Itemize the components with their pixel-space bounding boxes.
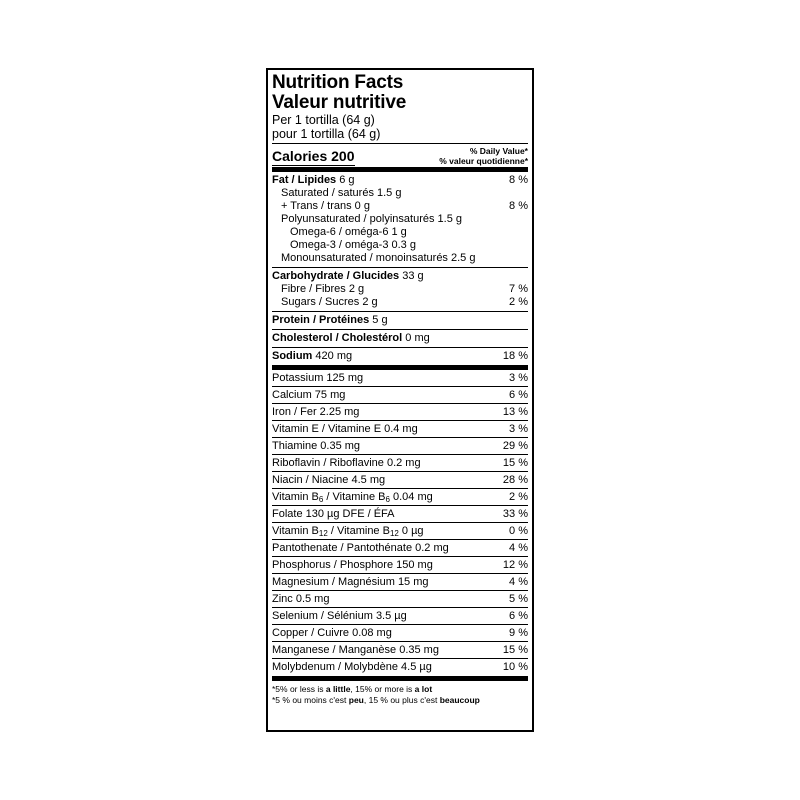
cholesterol-row bbox=[272, 332, 528, 345]
footnote-text: , 15 % ou plus c'est bbox=[363, 695, 440, 705]
cholesterol-amount: 0 mg bbox=[405, 332, 430, 344]
calories-value: 200 bbox=[331, 148, 355, 164]
fat-pct: 8 % bbox=[509, 174, 528, 186]
fat-row bbox=[272, 174, 528, 187]
sodium-section bbox=[272, 348, 528, 365]
name-part: / Vitamine B bbox=[323, 491, 386, 503]
title-fr: Valeur nutritive bbox=[272, 92, 407, 113]
sugars-row bbox=[272, 296, 528, 309]
protein-row bbox=[272, 314, 528, 327]
sugars-label: Sugars / Sucres 2 g bbox=[281, 296, 378, 308]
daily-value-header bbox=[439, 146, 528, 166]
micronutrient-name: Pantothenate / Pantothénate 0.2 mg bbox=[272, 542, 449, 554]
protein-label: Protein / Protéines bbox=[272, 314, 370, 326]
sat-trans-pct: 8 % bbox=[509, 200, 528, 212]
micronutrient-row bbox=[272, 455, 528, 472]
footnote-emphasis: beaucoup bbox=[439, 695, 480, 705]
fibre-label: Fibre / Fibres 2 g bbox=[281, 283, 365, 295]
micronutrient-row bbox=[272, 472, 528, 489]
micronutrient-row bbox=[272, 608, 528, 625]
sodium-pct: 18 % bbox=[502, 350, 528, 362]
micronutrient-name: Thiamine 0.35 mg bbox=[272, 440, 361, 452]
micronutrient-name: Manganese / Manganèse 0.35 mg bbox=[272, 644, 439, 656]
micronutrient-row bbox=[272, 421, 528, 438]
cholesterol-label: Cholesterol / Cholestérol bbox=[272, 332, 403, 344]
calories-row bbox=[272, 144, 528, 167]
daily-value-header-fr: % valeur quotidienne* bbox=[439, 156, 528, 166]
polyunsaturated-fat: Polyunsaturated / polyinsaturés 1.5 g bbox=[281, 213, 463, 225]
sugars-pct: 2 % bbox=[509, 296, 528, 308]
subscript: 12 bbox=[389, 529, 399, 538]
sodium-row bbox=[272, 350, 528, 363]
monounsaturated-fat: Monounsaturated / monoinsaturés 2.5 g bbox=[281, 252, 476, 264]
fat-label: Fat / Lipides bbox=[272, 174, 337, 186]
micronutrient-pct: 0 % bbox=[509, 525, 528, 537]
name-part: Vitamin B bbox=[272, 491, 319, 503]
micronutrient-row bbox=[272, 540, 528, 557]
micronutrient-row bbox=[272, 404, 528, 421]
micronutrient-pct: 4 % bbox=[509, 576, 528, 588]
micronutrient-name: Iron / Fer 2.25 mg bbox=[272, 406, 360, 418]
micronutrient-name: Zinc 0.5 mg bbox=[272, 593, 330, 605]
sat-trans-row bbox=[272, 187, 528, 213]
sodium-amount: 420 mg bbox=[315, 350, 353, 362]
fibre-pct: 7 % bbox=[509, 283, 528, 295]
fat-section bbox=[272, 172, 528, 267]
micronutrient-name: Phosphorus / Phosphore 150 mg bbox=[272, 559, 433, 571]
micronutrient-pct: 5 % bbox=[509, 593, 528, 605]
serving-size-fr: pour 1 tortilla (64 g) bbox=[272, 127, 381, 141]
footnote-fr bbox=[272, 695, 528, 706]
footnote bbox=[272, 681, 528, 706]
subscript: 12 bbox=[318, 529, 328, 538]
micronutrient-pct: 15 % bbox=[502, 644, 528, 656]
micronutrient-pct: 15 % bbox=[502, 457, 528, 469]
calories bbox=[272, 148, 355, 166]
protein-section bbox=[272, 312, 528, 329]
micronutrient-row bbox=[272, 557, 528, 574]
micronutrient-row bbox=[272, 625, 528, 642]
micronutrient-pct: 13 % bbox=[502, 406, 528, 418]
trans-fat: + Trans / trans 0 g bbox=[281, 200, 370, 212]
micronutrient-name bbox=[272, 523, 424, 539]
micronutrient-name: Riboflavin / Riboflavine 0.2 mg bbox=[272, 457, 421, 469]
title-en: Nutrition Facts bbox=[272, 72, 404, 93]
name-part: Vitamin B bbox=[272, 525, 319, 537]
nutrition-facts-label bbox=[266, 68, 534, 732]
footnote-emphasis: a little bbox=[325, 684, 351, 694]
carb-amount: 33 g bbox=[402, 270, 424, 282]
carb-label: Carbohydrate / Glucides bbox=[272, 270, 400, 282]
subscript: 6 bbox=[385, 495, 390, 504]
micronutrient-row bbox=[272, 659, 528, 676]
saturated-fat: Saturated / saturés 1.5 g bbox=[281, 187, 402, 199]
micronutrient-name: Magnesium / Magnésium 15 mg bbox=[272, 576, 429, 588]
footnote-emphasis: peu bbox=[348, 695, 364, 705]
micronutrient-pct: 3 % bbox=[509, 423, 528, 435]
footnote-text: , 15% or more is bbox=[350, 684, 415, 694]
footnote-text: *5 % ou moins c'est bbox=[272, 695, 349, 705]
micronutrient-pct: 4 % bbox=[509, 542, 528, 554]
micronutrient-row bbox=[272, 506, 528, 523]
cholesterol-section bbox=[272, 330, 528, 347]
micronutrient-pct: 12 % bbox=[502, 559, 528, 571]
micronutrient-row bbox=[272, 387, 528, 404]
serving-size-en: Per 1 tortilla (64 g) bbox=[272, 113, 375, 127]
micronutrient-name: Molybdenum / Molybdène 4.5 µg bbox=[272, 661, 432, 673]
micronutrient-pct: 10 % bbox=[502, 661, 528, 673]
micronutrient-row bbox=[272, 574, 528, 591]
micronutrient-pct: 33 % bbox=[502, 508, 528, 520]
micronutrient-row bbox=[272, 370, 528, 387]
sodium-label: Sodium bbox=[272, 350, 313, 362]
micronutrient-name: Calcium 75 mg bbox=[272, 389, 346, 401]
micronutrient-list bbox=[272, 370, 528, 676]
micronutrient-row bbox=[272, 642, 528, 659]
footnote-en bbox=[272, 684, 528, 695]
carb-section bbox=[272, 268, 528, 311]
micronutrient-pct: 2 % bbox=[509, 491, 528, 503]
name-part: 0 µg bbox=[398, 525, 424, 537]
micronutrient-pct: 3 % bbox=[509, 372, 528, 384]
name-part: / Vitamine B bbox=[327, 525, 390, 537]
micronutrient-name: Potassium 125 mg bbox=[272, 372, 364, 384]
name-part: 0.04 mg bbox=[389, 491, 433, 503]
carb-row bbox=[272, 270, 528, 283]
protein-amount: 5 g bbox=[372, 314, 388, 326]
micronutrient-name: Folate 130 µg DFE / ÉFA bbox=[272, 508, 395, 520]
micronutrient-pct: 6 % bbox=[509, 610, 528, 622]
micronutrient-name: Selenium / Sélénium 3.5 µg bbox=[272, 610, 407, 622]
micronutrient-row bbox=[272, 438, 528, 455]
micronutrient-name: Copper / Cuivre 0.08 mg bbox=[272, 627, 392, 639]
fat-amount: 6 g bbox=[339, 174, 355, 186]
daily-value-header-en: % Daily Value* bbox=[469, 146, 528, 156]
micronutrient-name bbox=[272, 489, 433, 505]
footnote-emphasis: a lot bbox=[414, 684, 433, 694]
micronutrient-pct: 29 % bbox=[502, 440, 528, 452]
micronutrient-pct: 6 % bbox=[509, 389, 528, 401]
fibre-row bbox=[272, 283, 528, 296]
micronutrient-pct: 9 % bbox=[509, 627, 528, 639]
micronutrient-name: Vitamin E / Vitamine E 0.4 mg bbox=[272, 423, 418, 435]
calories-label: Calories bbox=[272, 148, 328, 164]
omega-6: Omega-6 / oméga-6 1 g bbox=[290, 226, 407, 238]
micronutrient-row bbox=[272, 523, 528, 540]
micronutrient-pct: 28 % bbox=[502, 474, 528, 486]
subscript: 6 bbox=[318, 495, 324, 504]
micronutrient-name: Niacin / Niacine 4.5 mg bbox=[272, 474, 386, 486]
micronutrient-row bbox=[272, 489, 528, 506]
footnote-text: *5% or less is bbox=[272, 684, 326, 694]
omega-3: Omega-3 / oméga-3 0.3 g bbox=[290, 239, 416, 251]
micronutrient-row bbox=[272, 591, 528, 608]
